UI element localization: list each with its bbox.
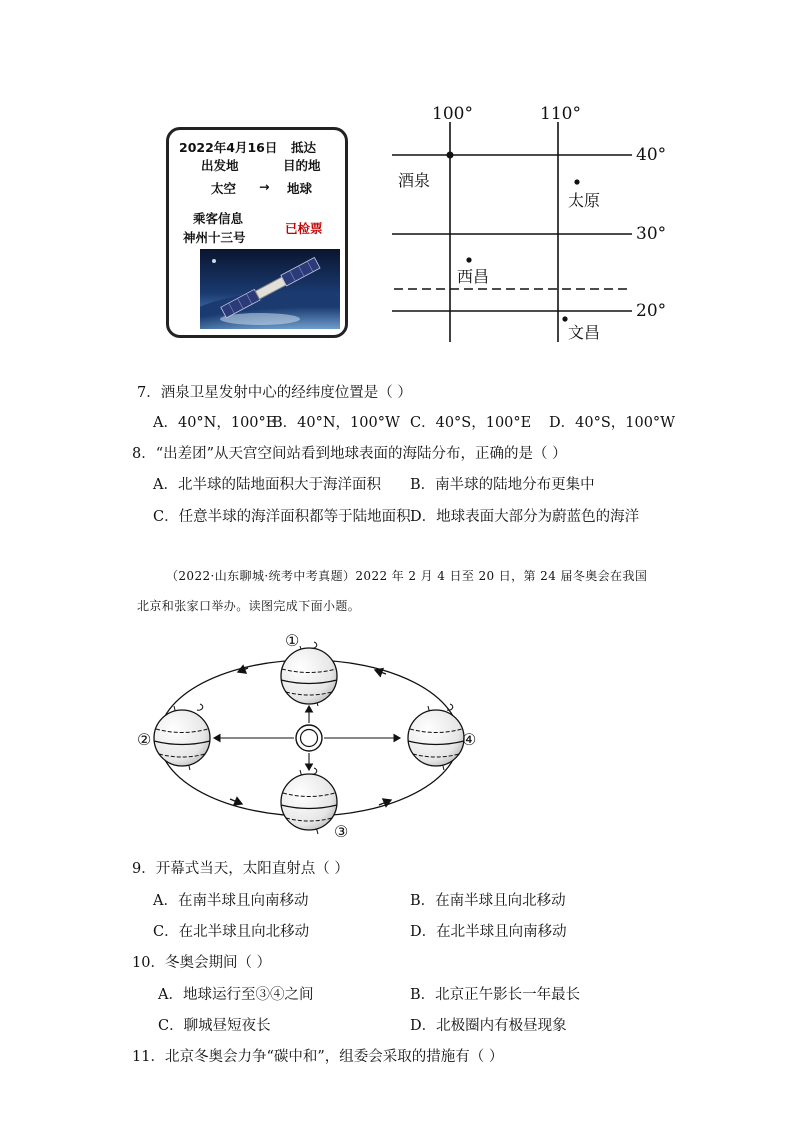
q9-option-d: D．在北半球且向南移动 bbox=[410, 924, 567, 940]
city-taiyuan: 太原 bbox=[568, 191, 601, 210]
ticket-arrive-label: 抵达 bbox=[291, 140, 317, 155]
ticket-passenger-label: 乘客信息 bbox=[193, 211, 244, 226]
ticket-card bbox=[166, 127, 348, 338]
q10-stem: 10．冬奥会期间（ ） bbox=[132, 955, 272, 971]
latlon-grid bbox=[380, 100, 680, 350]
ticket-to: 地球 bbox=[287, 181, 313, 196]
q9-option-b: B．在南半球且向北移动 bbox=[410, 893, 566, 909]
city-wenchang: 文昌 bbox=[568, 323, 601, 342]
ticket-depart-label: 出发地 bbox=[201, 158, 239, 173]
q8-option-c: C．任意半球的海洋面积都等于陆地面积 bbox=[153, 509, 411, 525]
earth-position-3-icon bbox=[281, 768, 337, 834]
q7-option-b: B．40°N，100°W bbox=[272, 415, 400, 431]
ticket-from: 太空 bbox=[211, 181, 237, 196]
orbit-label-1: ① bbox=[285, 631, 300, 650]
q9-stem: 9．开幕式当天，太阳直射点（ ） bbox=[132, 861, 349, 877]
lat-label-20: 20° bbox=[636, 301, 667, 321]
intro-line-2: 北京和张家口举办。读图完成下面小题。 bbox=[137, 599, 361, 613]
ticket-passenger: 神州十三号 bbox=[183, 230, 246, 245]
orbit-label-2: ② bbox=[137, 730, 152, 749]
space-station-image bbox=[200, 249, 340, 329]
earth-orbit-diagram bbox=[130, 628, 490, 850]
ticket-date: 2022年4月16日 bbox=[179, 140, 278, 155]
lon-label-100: 100° bbox=[432, 104, 473, 124]
lat-label-40: 40° bbox=[636, 145, 667, 165]
q7-stem: 7．酒泉卫星发射中心的经纬度位置是（ ） bbox=[137, 385, 412, 401]
intro-line-1: （2022·山东聊城·统考中考真题）2022 年 2 月 4 日至 20 日，第 24 届冬奥会在我国 bbox=[166, 569, 648, 583]
lon-label-110: 110° bbox=[540, 104, 581, 124]
q8-option-d: D．地球表面大部分为蔚蓝色的海洋 bbox=[410, 509, 640, 525]
ticket-stamp: 已检票 bbox=[285, 221, 323, 236]
q11-stem: 11．北京冬奥会力争“碳中和”，组委会采取的措施有（ ） bbox=[132, 1049, 504, 1065]
orbit-label-3: ③ bbox=[334, 822, 349, 841]
q8-option-a: A．北半球的陆地面积大于海洋面积 bbox=[153, 477, 381, 493]
earth-position-4-icon bbox=[408, 704, 464, 770]
orbit-label-4: ④ bbox=[462, 730, 477, 749]
wenchang-dot bbox=[562, 316, 567, 321]
q10-option-c: C．聊城昼短夜长 bbox=[158, 1018, 271, 1034]
taiyuan-dot bbox=[574, 179, 579, 184]
q9-option-a: A．在南半球且向南移动 bbox=[153, 893, 309, 909]
arrow-icon: → bbox=[259, 179, 270, 194]
city-xichang: 西昌 bbox=[457, 267, 490, 286]
q9-option-c: C．在北半球且向北移动 bbox=[153, 924, 310, 940]
q7-option-d: D．40°S，100°W bbox=[549, 415, 676, 431]
sun-icon bbox=[296, 725, 322, 751]
lat-label-30: 30° bbox=[636, 224, 667, 244]
jiuquan-dot bbox=[447, 152, 454, 159]
earth-position-2-icon bbox=[154, 704, 210, 770]
q8-option-b: B．南半球的陆地分布更集中 bbox=[410, 477, 595, 493]
q10-option-a: A．地球运行至③④之间 bbox=[158, 987, 314, 1003]
q8-stem: 8．“出差团”从天宫空间站看到地球表面的海陆分布，正确的是（ ） bbox=[132, 446, 567, 462]
q7-option-c: C．40°S，100°E bbox=[410, 415, 532, 431]
earth-position-1-icon bbox=[281, 642, 337, 706]
q10-option-b: B．北京正午影长一年最长 bbox=[410, 987, 581, 1003]
xichang-dot bbox=[466, 257, 471, 262]
city-jiuquan: 酒泉 bbox=[398, 171, 431, 190]
q10-option-d: D．北极圈内有极昼现象 bbox=[410, 1018, 567, 1034]
ticket-destination-label: 目的地 bbox=[283, 158, 321, 173]
q7-option-a: A．40°N，100°E bbox=[153, 415, 277, 431]
